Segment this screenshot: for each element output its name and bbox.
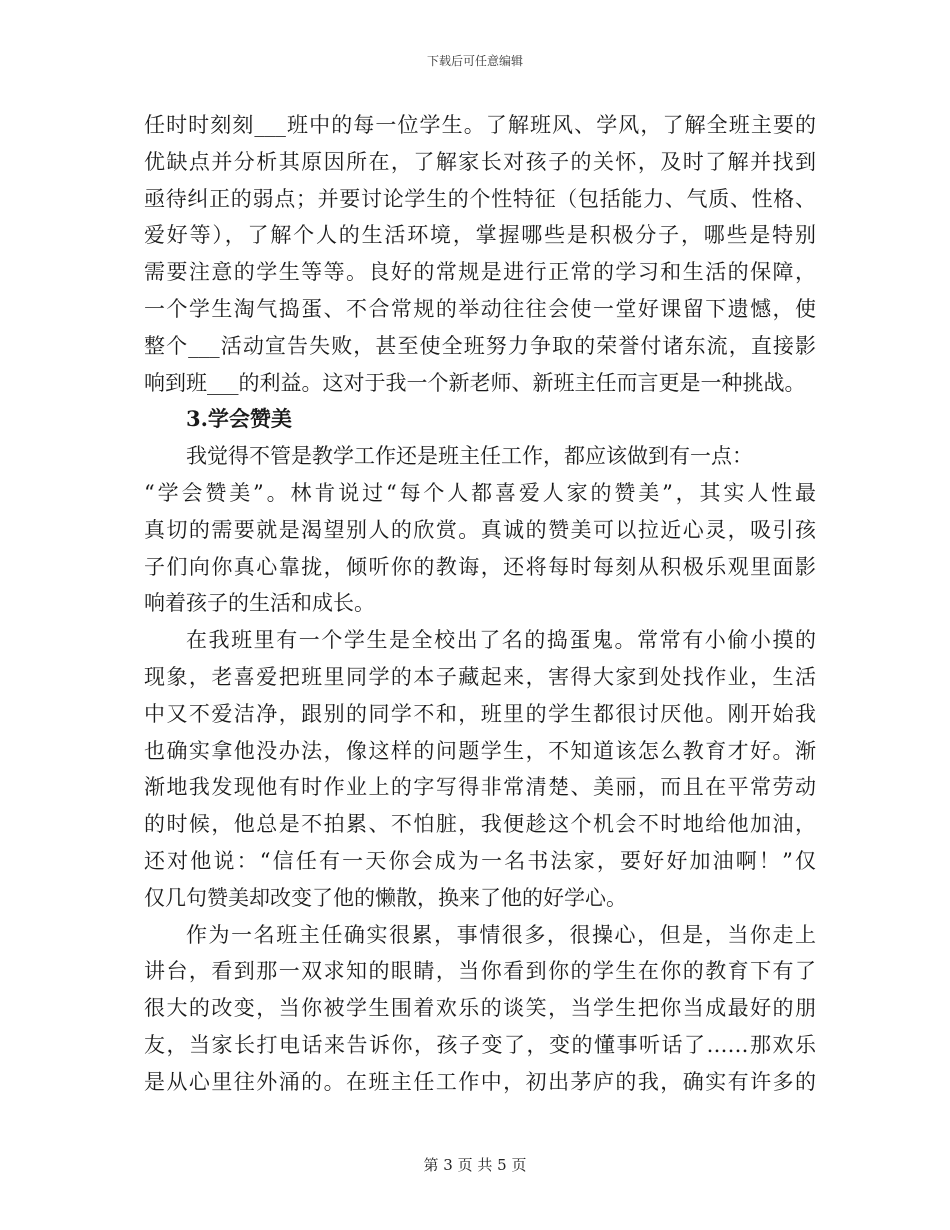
page-footer: 第 3 页 共 5 页 — [423, 1156, 527, 1174]
section-heading — [144, 401, 816, 438]
text-line: 现象，老喜爱把班里同学的本子藏起来，害得大家到处找作业，生活 — [144, 664, 816, 689]
text-line: 响着孩子的生活和成长。 — [144, 591, 375, 616]
text-line: 整个___活动宣告失败，甚至使全班努力争取的荣誉付诸东流，直接影 — [144, 333, 816, 358]
paragraph-reflection — [144, 917, 816, 1101]
text-line: 渐地我发现他有时作业上的字写得非常清楚、美丽，而且在平常劳动 — [144, 775, 816, 800]
text-line: 友，当家长打电话来告诉你，孩子变了，变的懂事听话了……那欢乐 — [144, 1032, 816, 1057]
text-line: 优缺点并分析其原因所在，了解家长对孩子的关怀，及时了解并找到 — [144, 149, 816, 174]
paragraph-praise — [144, 438, 816, 622]
paragraph-continuation — [144, 107, 816, 401]
paragraph-student-story — [144, 622, 816, 916]
text-line: 的时候，他总是不拍累、不怕脏，我便趁这个机会不时地给他加油， — [144, 812, 816, 837]
text-line: 一个学生淘气捣蛋、不合常规的举动往往会使一堂好课留下遗憾，使 — [144, 296, 816, 321]
text-line: 任时时刻刻___班中的每一位学生。了解班风、学风，了解全班主要的 — [144, 113, 816, 137]
text-line: 在我班里有一个学生是全校出了名的捣蛋鬼。常常有小偷小摸的 — [186, 628, 816, 653]
heading-text: 3.学会赞美 — [186, 406, 292, 432]
text-line: 爱好等），了解个人的生活环境，掌握哪些是积极分子，哪些是特别 — [144, 223, 816, 248]
text-line: 是从心里往外涌的。在班主任工作中，初出茅庐的我，确实有许多的 — [144, 1069, 816, 1094]
text-line: 仅几句赞美却改变了他的懒散，换来了他的好学心。 — [144, 885, 627, 910]
text-line: 需要注意的学生等等。良好的常规是进行正常的学习和生活的保障， — [144, 260, 816, 285]
document-body — [144, 107, 816, 1101]
text-line: 很大的改变，当你被学生围着欢乐的谈笑，当学生把你当成最好的朋 — [144, 996, 816, 1021]
text-line: 子们向你真心靠拢，倾听你的教诲，还将每时每刻从积极乐观里面影 — [144, 554, 816, 579]
text-line: 讲台，看到那一双求知的眼睛，当你看到你的学生在你的教育下有了 — [144, 959, 816, 984]
text-line: 我觉得不管是教学工作还是班主任工作，都应该做到有一点： — [186, 444, 753, 469]
text-line: 作为一名班主任确实很累，事情很多，很操心，但是，当你走上 — [186, 922, 816, 947]
text-line: “学会赞美”。林肯说过“每个人都喜爱人家的赞美”，其实人性最 — [144, 480, 816, 505]
text-line: 中又不爱洁净，跟别的同学不和，班里的学生都很讨厌他。刚开始我 — [144, 701, 816, 726]
text-line: 还对他说：“信任有一天你会成为一名书法家，要好好加油啊！”仅 — [144, 848, 816, 873]
text-line: 真切的需要就是渴望别人的欣赏。真诚的赞美可以拉近心灵，吸引孩 — [144, 517, 816, 542]
text-line: 亟待纠正的弱点；并要讨论学生的个性特征（包括能力、气质、性格、 — [144, 186, 816, 211]
text-line: 响到班___的利益。这对于我一个新老师、新班主任而言更是一种挑战。 — [144, 370, 806, 395]
page-header: 下载后可任意编辑 — [426, 54, 523, 68]
text-line: 也确实拿他没办法，像这样的问题学生，不知道该怎么教育才好。渐 — [144, 738, 816, 763]
